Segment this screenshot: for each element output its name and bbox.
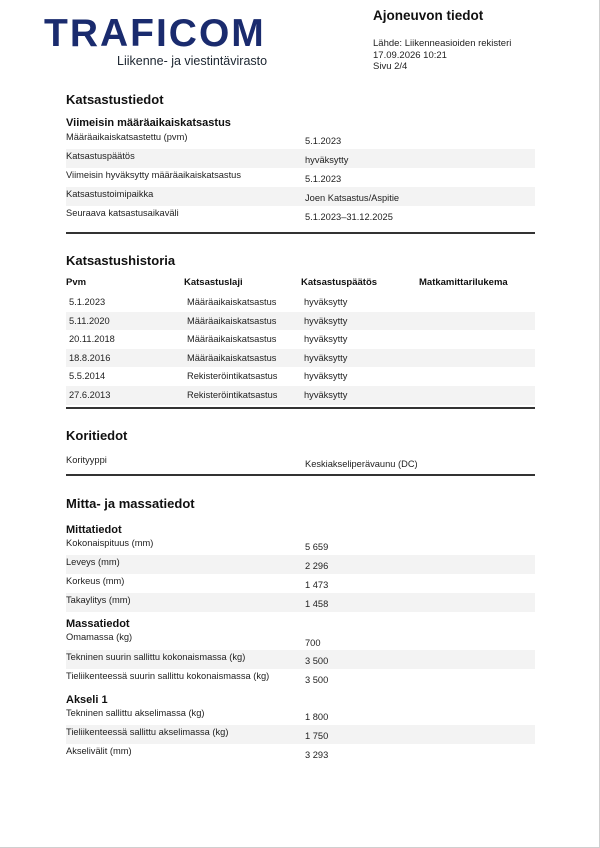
row-value: Joen Katsastus/Aspitie (305, 193, 400, 203)
section-title: Mitta- ja massatiedot (66, 496, 195, 511)
cell-date: 18.8.2016 (69, 352, 111, 363)
info-row (66, 206, 535, 225)
section-divider (66, 407, 535, 409)
row-value: 700 (305, 638, 321, 648)
row-label: Katsastustoimipaikka (66, 189, 154, 199)
row-label: Seuraava katsastusaikaväli (66, 208, 179, 218)
row-value: 1 473 (305, 580, 329, 590)
column-header: Katsastuspäätös (301, 277, 378, 288)
print-datetime: 17.09.2026 10:21 (373, 49, 447, 61)
row-label: Viimeisin hyväksytty määräaikaiskatsastus (66, 170, 241, 180)
inspection-section (66, 92, 535, 225)
cell-date: 20.11.2018 (69, 334, 115, 345)
row-value: 3 500 (305, 675, 329, 685)
info-row (66, 574, 535, 593)
info-row (66, 593, 535, 612)
cell-date: 5.11.2020 (69, 315, 110, 326)
subsection-title: Mittatiedot (66, 524, 122, 536)
table-row (66, 330, 535, 349)
cell-result: hyväksytty (304, 297, 348, 307)
cell-result: hyväksytty (304, 315, 348, 326)
section-title: Koritiedot (66, 428, 128, 443)
row-value: Keskiakseliperävaunu (DC) (305, 459, 418, 469)
table-row (66, 367, 535, 386)
row-label: Tekninen sallittu akselimassa (kg) (66, 708, 205, 718)
info-row (66, 130, 535, 149)
section-divider (66, 474, 535, 476)
traficom-logo (44, 14, 274, 68)
body-section (66, 428, 535, 472)
row-label: Korkeus (mm) (66, 576, 125, 586)
row-label: Tekninen suurin sallittu kokonaismassa (kg) (66, 652, 246, 662)
row-label: Korityyppi (66, 455, 107, 465)
table-header (66, 275, 535, 293)
source-text: Lähde: Liikenneasioiden rekisteri (373, 38, 512, 49)
cell-type: Rekisteröintikatsastus (187, 389, 278, 400)
row-label: Kokonaispituus (mm) (66, 538, 154, 548)
logo-wordmark: TRAFICOM (44, 12, 266, 55)
row-value: 5.1.2023 (305, 174, 342, 184)
info-row (66, 630, 535, 650)
subsection-title: Akseli 1 (66, 694, 108, 706)
cell-date: 27.6.2013 (69, 389, 111, 400)
row-label: Leveys (mm) (66, 557, 120, 567)
info-row (66, 706, 535, 725)
dimensions-section (66, 496, 535, 763)
info-row (66, 536, 535, 555)
cell-type: Määräaikaiskatsastus (187, 334, 277, 345)
section-title: Katsastushistoria (66, 253, 176, 268)
document-meta (373, 38, 511, 73)
cell-result: hyväksytty (304, 371, 348, 382)
column-header: Matkamittarilukema (419, 277, 508, 288)
page-number: Sivu 2/4 (373, 61, 408, 72)
info-row (66, 725, 535, 744)
row-value: 3 293 (305, 750, 329, 760)
row-value: 5.1.2023 (305, 136, 342, 146)
row-value: 3 500 (305, 656, 329, 666)
info-row (66, 650, 535, 669)
table-row (66, 312, 535, 331)
cell-result: hyväksytty (304, 389, 348, 400)
column-header: Katsastuslaji (184, 277, 243, 288)
info-row (66, 187, 535, 206)
row-value: 1 458 (305, 599, 329, 609)
row-label: Tieliikenteessä sallittu akselimassa (kg) (66, 727, 229, 737)
table-row (66, 293, 535, 312)
section-title: Katsastustiedot (66, 92, 164, 107)
section-divider (66, 232, 535, 234)
info-row (66, 669, 535, 688)
cell-type: Määräaikaiskatsastus (187, 352, 277, 363)
cell-result: hyväksytty (304, 334, 348, 345)
info-row (66, 555, 535, 574)
info-row (66, 168, 535, 187)
table-row (66, 349, 535, 368)
row-value: 1 800 (305, 712, 329, 722)
row-label: Katsastuspäätös (66, 151, 135, 161)
cell-result: hyväksytty (304, 352, 348, 363)
cell-type: Rekisteröintikatsastus (187, 371, 278, 382)
info-row (66, 149, 535, 168)
subsection-title: Massatiedot (66, 618, 130, 630)
cell-type: Määräaikaiskatsastus (187, 297, 277, 307)
row-label: Määräaikaiskatsastettu (pvm) (66, 132, 188, 142)
column-header: Pvm (66, 277, 87, 288)
row-label: Omamassa (kg) (66, 632, 133, 642)
row-label: Akselivälit (mm) (66, 746, 132, 756)
cell-type: Määräaikaiskatsastus (187, 315, 277, 326)
row-value: 1 750 (305, 731, 329, 741)
cell-date: 5.1.2023 (69, 297, 106, 307)
row-value: 5.1.2023–31.12.2025 (305, 212, 393, 222)
row-label: Takaylitys (mm) (66, 595, 131, 605)
cell-date: 5.5.2014 (69, 371, 106, 382)
history-section (66, 253, 535, 405)
document-title: Ajoneuvon tiedot (373, 8, 484, 23)
row-label: Tieliikenteessä suurin sallittu kokonaismassa (kg) (66, 671, 270, 681)
logo-subtitle: Liikenne- ja viestintävirasto (117, 54, 268, 68)
row-value: 5 659 (305, 542, 329, 552)
subsection-title: Viimeisin määräaikaiskatsastus (66, 117, 231, 129)
row-value: 2 296 (305, 561, 329, 571)
row-value: hyväksytty (305, 155, 349, 165)
info-row (66, 744, 535, 763)
table-row (66, 386, 535, 405)
info-row (66, 453, 535, 472)
